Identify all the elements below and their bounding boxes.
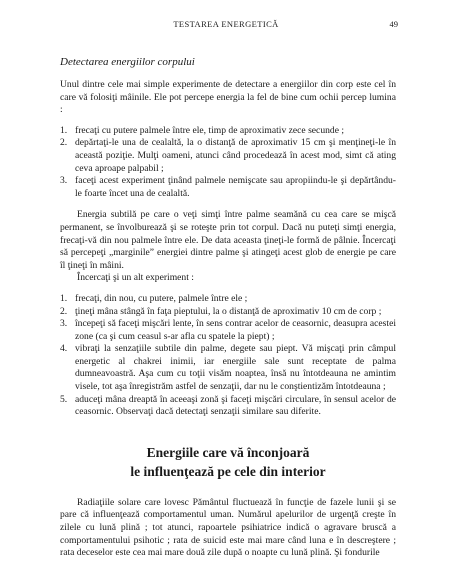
- steps-list-2: [60, 293, 396, 419]
- list-text: faceţi acest experiment ţinând palmele nemişcate sau apropiindu-le şi depărtându-le foarte încet una de cealaltă.: [75, 175, 396, 199]
- body-paragraph: Încercaţi şi un alt experiment :: [77, 272, 194, 284]
- list-number: 2.: [60, 137, 68, 149]
- page-number: 49: [389, 19, 398, 29]
- chapter-heading: [60, 443, 396, 481]
- list-item: [60, 293, 396, 306]
- body-paragraph: Energia subtilă pe care o veţi simţi între palme seamănă cu cea care se mişcă permanent, se învolburează şi se roteşte prin tot corpul. Dacă nu puteţi simţi energia, frecaţi-vă din nou palmele între ele. De data aceasta ţineţi-le formă de pâlnie. Încercaţi să percepeţi „marginile” energiei dintre palme şi atingeţi acest glob de energie pe care îl ţineţi în mâini.: [60, 209, 396, 271]
- running-header: [0, 19, 452, 33]
- running-title: TESTAREA ENERGETICĂ: [173, 19, 279, 29]
- list-text: frecaţi, din nou, cu putere, palmele între ele ;: [75, 292, 248, 304]
- list-item: [60, 137, 396, 175]
- steps-list-1: [60, 125, 396, 201]
- list-item: [60, 306, 396, 319]
- chapter-heading-line-2: le influenţează pe cele din interior: [130, 463, 326, 479]
- list-text: ţineţi mâna stângă în faţa pieptului, la o distanţă de aproximativ 10 cm de corp ;: [75, 305, 382, 317]
- list-item: [60, 125, 396, 138]
- list-number: 3.: [60, 175, 68, 187]
- list-text: începeţi să faceţi mişcări lente, în sens contrar acelor de ceasornic, deasupra acestei zone (ca şi cum ceasul s-ar afla cu spatele la piept) ;: [75, 318, 396, 342]
- list-item: [60, 318, 396, 343]
- list-number: 4.: [60, 343, 68, 355]
- section-title: Detectarea energiilor corpului: [60, 56, 195, 68]
- list-item: [60, 343, 396, 393]
- body-paragraph: Radiaţiile solare care lovesc Pământul fluctuează în funcţie de fazele lunii şi se pare că influenţează comportamentul uman. Numărul apelurilor de urgenţă creşte în zilele cu lună plină ; tot atunci, rapoartele psihiatrice indică o agravare bruscă a comportamentului psihotic ; rata de suicid este mai mare când luna e în descreştere ; rata deceselor este cea mai mare două zile după o noapte cu lună plină. Şi fondurile: [60, 496, 396, 559]
- list-text: depărtaţi-le una de cealaltă, la o distanţă de aproximativ 15 cm şi menţineţi-le în această poziţie. Mulţi oameni, atunci când procedează în acest mod, simt că ating ceva aproape palpabil ;: [75, 137, 396, 174]
- list-number: 1.: [60, 292, 68, 304]
- list-text: frecaţi cu putere palmele între ele, timp de aproximativ zece secunde ;: [75, 124, 345, 136]
- list-number: 5.: [60, 393, 68, 405]
- intro-paragraph: Unul dintre cele mai simple experimente de detectare a energiilor din corp este cel în care vă folosiţi mâinile. Ele pot percepe energia la fel de bine cum ochii percep lumina :: [60, 79, 396, 116]
- list-number: 3.: [60, 318, 68, 330]
- page-body: [60, 56, 396, 560]
- list-text: aduceţi mâna dreaptă în aceeaşi zonă şi faceţi mişcări circulare, în sensul acelor de ceasornic. Observaţi dacă detectaţi senzaţii similare sau diferite.: [75, 393, 396, 418]
- list-number: 2.: [60, 305, 68, 317]
- list-item: [60, 175, 396, 200]
- list-text: vibraţi la senzaţiile subtile din palme, degete sau piept. Vă mişcaţi prin câmpul energetic al chakrei inimii, iar energiile sale sunt receptate de palma dumneavoastră. Aşa cum cu toţii visăm noaptea, însă nu întotdeauna ne amintim visele, tot aşa înregistrăm astfel de senzaţii, dar nu le conştientizăm întotdeauna ;: [75, 343, 396, 393]
- chapter-heading-line-1: Energiile care vă înconjoară: [146, 444, 310, 460]
- list-number: 1.: [60, 124, 68, 136]
- list-item: [60, 394, 396, 419]
